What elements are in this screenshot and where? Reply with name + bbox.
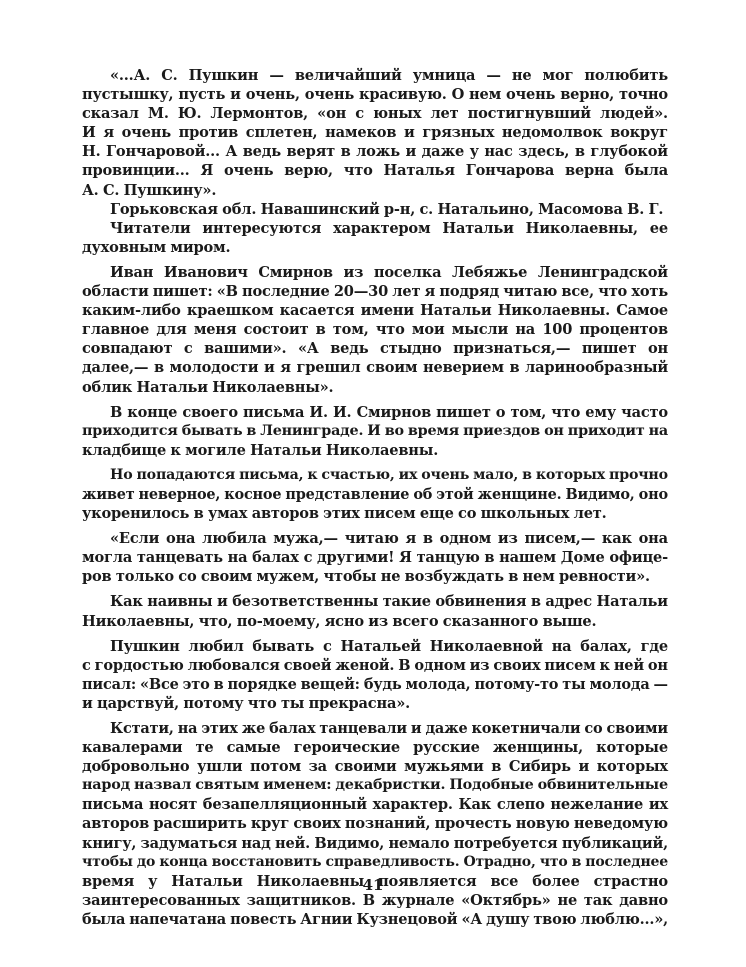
text-line: пустышку, пусть и очень, очень красивую. О нем очень верно, точно bbox=[82, 86, 668, 104]
paragraph bbox=[82, 200, 668, 219]
text-line: добровольно ушли потом за своими мужьями в Сибирь и которых bbox=[82, 758, 668, 776]
text-line: Николаевны, что, по-моему, ясно из всего сказанного выше. bbox=[82, 612, 597, 630]
text-line: письма носят безапелляционный характер. Как слепо нежелание их bbox=[82, 796, 668, 814]
text-line: Пушкин любил бывать с Натальей Николаевной на балах, где bbox=[110, 637, 668, 655]
text-line: сказал М. Ю. Лермонтов, «он с юных лет постигнувший людей». bbox=[82, 105, 668, 123]
body-text bbox=[82, 66, 668, 929]
paragraph bbox=[82, 403, 668, 460]
text-line: Н. Гончаровой... А ведь верят в ложь и даже у нас здесь, в глубокой bbox=[82, 143, 668, 161]
page-number: 41 bbox=[362, 876, 384, 894]
text-line: и царствуй, потому что ты прекрасна». bbox=[82, 694, 411, 712]
paragraph bbox=[82, 592, 668, 630]
text-line: укоренилось в умах авторов этих писем еще со школьных лет. bbox=[82, 505, 607, 523]
text-line: писал: «Все это в порядке вещей: будь молода, потому-то ты молода — bbox=[82, 675, 668, 693]
text-line: «...А. С. Пушкин — величайший умница — не мог полюбить bbox=[110, 67, 668, 84]
paragraph bbox=[82, 719, 668, 929]
text-line: живет неверное, косное представление об этой женщине. Видимо, оно bbox=[82, 485, 668, 503]
text-line: Но попадаются письма, к счастью, их очень мало, в которых прочно bbox=[110, 466, 668, 483]
text-line: время у Натальи Николаевны появляется все более страстно bbox=[82, 872, 668, 890]
text-line: чтобы до конца восстановить справедливость. Отрадно, что в последнее bbox=[82, 853, 668, 870]
paragraph bbox=[82, 637, 668, 713]
text-line: могла танцевать на балах с другими! Я танцую в нашем Доме офице- bbox=[82, 549, 668, 567]
text-line: ров только со своим мужем, чтобы не возбуждать в нем ревности». bbox=[82, 568, 650, 586]
text-line: была напечатана повесть Агнии Кузнецовой «А душу твою люблю...», bbox=[82, 910, 668, 928]
text-line: А. С. Пушкину». bbox=[82, 181, 217, 199]
text-line: И я очень против сплетен, намеков и грязных недомолвок вокруг bbox=[82, 124, 668, 142]
text-line: каким-либо краешком касается имени Натальи Николаевны. Самое bbox=[82, 302, 668, 320]
text-line: Кстати, на этих же балах танцевали и даже кокетничали со своими bbox=[110, 720, 668, 737]
text-line: облик Натальи Николаевны». bbox=[82, 378, 334, 396]
text-line: Иван Иванович Смирнов из поселка Лебяжье Ленинградской bbox=[110, 263, 668, 281]
text-line: с гордостью любовался своей женой. В одном из своих писем к ней он bbox=[82, 656, 668, 674]
text-line: далее,— в молодости и я грешил своим неверием в ларинообразный bbox=[82, 359, 668, 377]
text-line: области пишет: «В последние 20—30 лет я подряд читаю все, что хоть bbox=[82, 283, 668, 301]
text-line: Горьковская обл. Навашинский р-н, с. Натальино, Масомова В. Г. bbox=[110, 200, 664, 218]
text-line: заинтересованных защитников. В журнале «Октябрь» не так давно bbox=[82, 891, 668, 909]
text-line: Как наивны и безответственны такие обвинения в адрес Натальи bbox=[110, 593, 668, 611]
paragraph bbox=[82, 263, 668, 397]
text-line: книгу, задуматься над ней. Видимо, немало потребуется публикаций, bbox=[82, 834, 668, 852]
text-line: приходится бывать в Ленинграде. И во время приездов он приходит на bbox=[82, 422, 668, 439]
text-line: главное для меня состоит в том, что мои мысли на 100 процентов bbox=[82, 321, 668, 339]
text-line: авторов расширить круг своих познаний, прочесть новую неведомую bbox=[82, 815, 668, 833]
text-line: «Если она любила мужа,— читаю я в одном из писем,— как она bbox=[110, 530, 668, 548]
paragraph bbox=[82, 466, 668, 523]
text-line: кладбище к могиле Натальи Николаевны. bbox=[82, 441, 439, 459]
text-line: Читатели интересуются характером Натальи Николаевны, ее bbox=[110, 219, 668, 237]
text-line: провинции... Я очень верю, что Наталья Гончарова верна была bbox=[82, 162, 668, 180]
paragraph bbox=[82, 219, 668, 257]
text-line: народ назвал святым именем: декабристки. Подобные обвинительные bbox=[82, 777, 668, 794]
paragraph bbox=[82, 66, 668, 200]
text-line: кавалерами те самые героические русские женщины, которые bbox=[82, 739, 668, 757]
text-line: В конце своего письма И. И. Смирнов пишет о том, что ему часто bbox=[110, 403, 668, 421]
text-line: духовным миром. bbox=[82, 238, 231, 256]
paragraph bbox=[82, 529, 668, 586]
text-line: совпадают с вашими». «А ведь стыдно признаться,— пишет он bbox=[82, 340, 668, 358]
